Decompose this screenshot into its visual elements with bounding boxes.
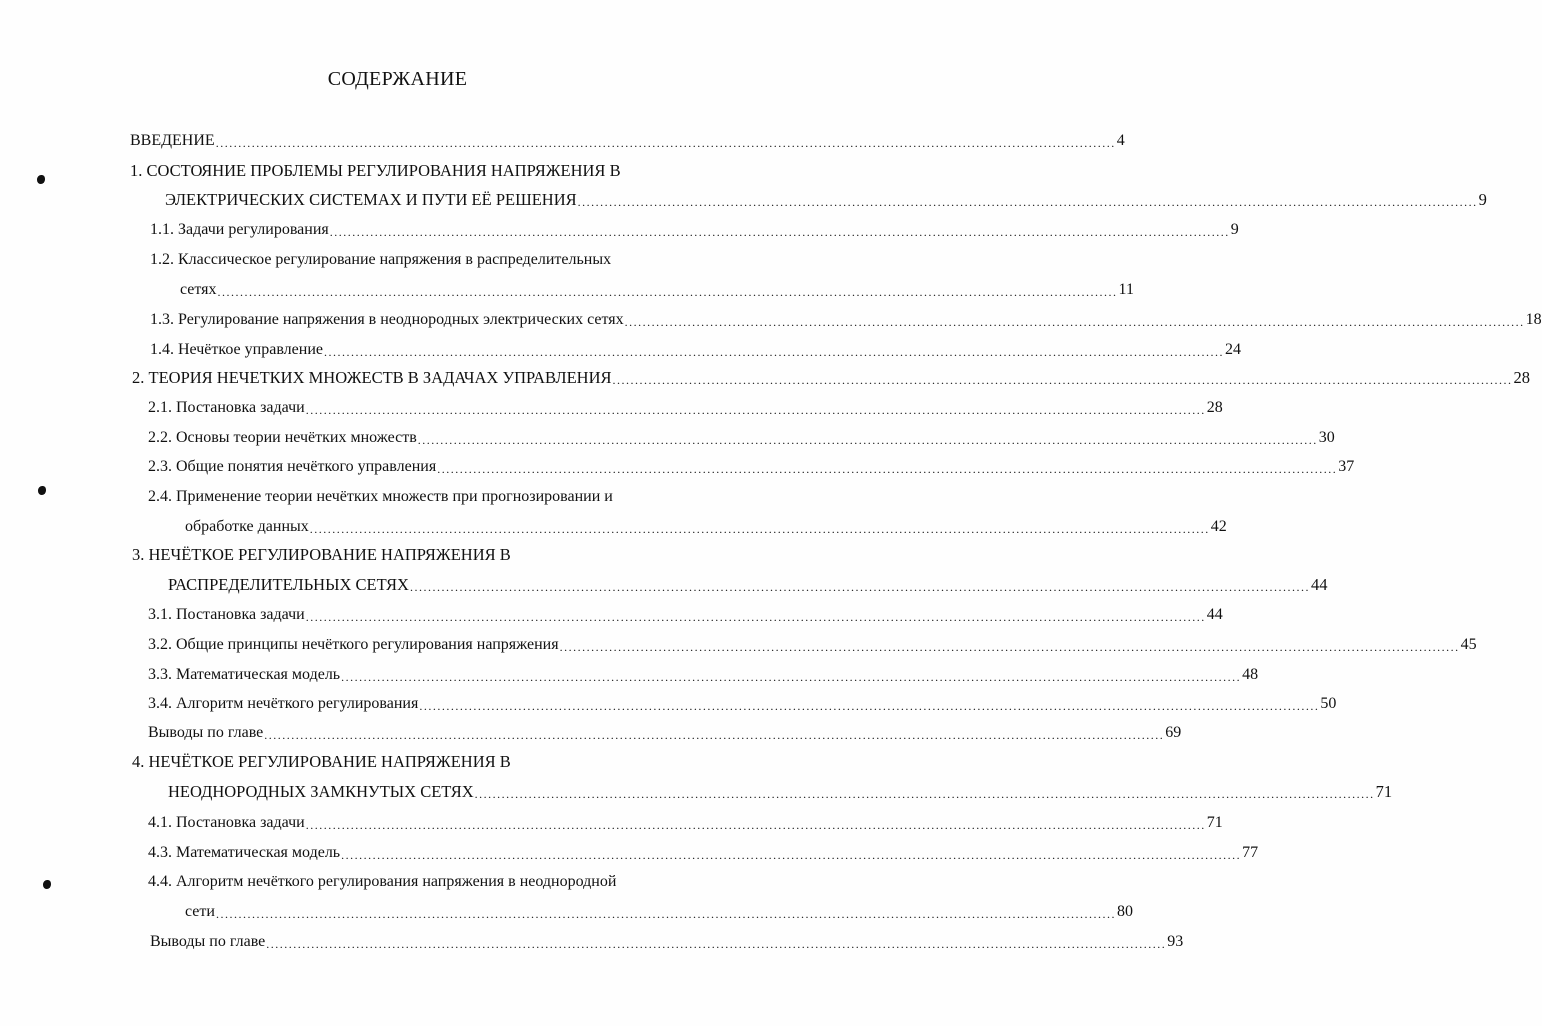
toc-leader-dots: ........................................................................................................................................................................................................ bbox=[409, 580, 1310, 594]
toc-label: Выводы по главе bbox=[150, 933, 266, 950]
toc-page-number: 28 bbox=[1206, 399, 1223, 416]
toc-leader-dots: ........................................................................................................................................................................................................ bbox=[624, 315, 1525, 329]
toc-label: 1. СОСТОЯНИЕ ПРОБЛЕМЫ РЕГУЛИРОВАНИЯ НАПРЯЖЕНИЯ В bbox=[130, 161, 621, 180]
toc-chapter-3-line-2 bbox=[168, 574, 1328, 596]
toc-leader-dots: ........................................................................................................................................................................................................ bbox=[305, 610, 1206, 624]
toc-label: 3.1. Постановка задачи bbox=[148, 606, 305, 623]
toc-leader-dots: ........................................................................................................................................................................................................ bbox=[217, 285, 1118, 299]
toc-label: 1.1. Задачи регулирования bbox=[150, 221, 329, 238]
toc-page-number: 37 bbox=[1338, 458, 1355, 475]
toc-label: РАСПРЕДЕЛИТЕЛЬНЫХ СЕТЯХ bbox=[168, 575, 409, 594]
toc-section-2-4-line-2 bbox=[185, 516, 1227, 538]
toc-label: 1.4. Нечёткое управление bbox=[150, 341, 323, 358]
toc-section-3-4 bbox=[148, 693, 1337, 715]
toc-leader-dots: ........................................................................................................................................................................................................ bbox=[329, 225, 1230, 239]
toc-section-1-4 bbox=[150, 339, 1241, 361]
toc-page-number: 4 bbox=[1116, 132, 1125, 149]
toc-label: сетях bbox=[180, 281, 217, 298]
toc-leader-dots: ........................................................................................................................................................................................................ bbox=[266, 937, 1167, 951]
toc-page-number: 80 bbox=[1116, 903, 1133, 920]
toc-section-4-1 bbox=[148, 812, 1223, 834]
toc-page-number: 44 bbox=[1206, 606, 1223, 623]
toc-page-number: 71 bbox=[1206, 814, 1223, 831]
toc-page-number: 9 bbox=[1478, 190, 1487, 209]
toc-section-2-3 bbox=[148, 456, 1355, 478]
toc-section-2-2 bbox=[148, 427, 1335, 449]
toc-section-3-1 bbox=[148, 604, 1223, 626]
toc-chapter-4-line-2 bbox=[168, 781, 1393, 803]
toc-label: 4.3. Математическая модель bbox=[148, 844, 341, 861]
toc-leader-dots: ........................................................................................................................................................................................................ bbox=[305, 818, 1206, 832]
toc-label: 3.2. Общие принципы нечёткого регулирования напряжения bbox=[148, 636, 559, 653]
margin-dot bbox=[38, 486, 46, 495]
toc-page-number: 48 bbox=[1242, 666, 1259, 683]
toc-page-number: 9 bbox=[1230, 221, 1239, 238]
toc-leader-dots: ........................................................................................................................................................................................................ bbox=[612, 373, 1513, 387]
toc-leader-dots: ........................................................................................................................................................................................................ bbox=[474, 787, 1375, 801]
toc-section-1-3 bbox=[150, 309, 1542, 331]
toc-section-2-1 bbox=[148, 397, 1223, 419]
toc-page-number: 42 bbox=[1210, 518, 1227, 535]
toc-leader-dots: ........................................................................................................................................................................................................ bbox=[264, 728, 1165, 742]
toc-chapter-1-line-2 bbox=[165, 189, 1487, 211]
toc-section-4-3 bbox=[148, 842, 1259, 864]
toc-chapter-3-conclusions bbox=[148, 722, 1182, 744]
toc-leader-dots: ........................................................................................................................................................................................................ bbox=[559, 640, 1460, 654]
toc-section-4-4-line-2 bbox=[185, 901, 1133, 923]
toc-label: 2.2. Основы теории нечётких множеств bbox=[148, 429, 417, 446]
toc-page-number: 69 bbox=[1165, 724, 1182, 741]
toc-section-4-4-line-1 bbox=[148, 871, 728, 893]
toc-label: 1.2. Классическое регулирование напряжения в распределительных bbox=[150, 251, 612, 268]
toc-page-number: 45 bbox=[1460, 636, 1477, 653]
toc-label: 4.4. Алгоритм нечёткого регулирования напряжения в неоднородной bbox=[148, 873, 617, 890]
toc-label: 3.4. Алгоритм нечёткого регулирования bbox=[148, 695, 419, 712]
toc-entry-introduction bbox=[130, 130, 1125, 152]
margin-dot bbox=[43, 880, 51, 889]
toc-page-number: 50 bbox=[1320, 695, 1337, 712]
toc-label: НЕОДНОРОДНЫХ ЗАМКНУТЫХ СЕТЯХ bbox=[168, 782, 474, 801]
toc-page-number: 44 bbox=[1310, 575, 1328, 594]
toc-label: 3.3. Математическая модель bbox=[148, 666, 341, 683]
toc-label: обработке данных bbox=[185, 518, 309, 535]
toc-page-number: 28 bbox=[1513, 368, 1531, 387]
toc-page-number: 30 bbox=[1318, 429, 1335, 446]
toc-label: ЭЛЕКТРИЧЕСКИХ СИСТЕМАХ И ПУТИ ЕЁ РЕШЕНИЯ bbox=[165, 190, 577, 209]
toc-chapter-2 bbox=[132, 367, 1531, 389]
toc-page-number: 24 bbox=[1224, 341, 1241, 358]
toc-leader-dots: ........................................................................................................................................................................................................ bbox=[341, 848, 1242, 862]
toc-label: 4. НЕЧЁТКОЕ РЕГУЛИРОВАНИЕ НАПРЯЖЕНИЯ В bbox=[132, 752, 511, 771]
toc-label: 3. НЕЧЁТКОЕ РЕГУЛИРОВАНИЕ НАПРЯЖЕНИЯ В bbox=[132, 545, 511, 564]
toc-leader-dots: ........................................................................................................................................................................................................ bbox=[305, 403, 1206, 417]
toc-label: 2.1. Постановка задачи bbox=[148, 399, 305, 416]
toc-chapter-3-line-1 bbox=[132, 544, 718, 566]
toc-leader-dots: ........................................................................................................................................................................................................ bbox=[577, 195, 1478, 209]
margin-dot bbox=[37, 175, 45, 184]
toc-leader-dots: ........................................................................................................................................................................................................ bbox=[323, 345, 1224, 359]
toc-leader-dots: ........................................................................................................................................................................................................ bbox=[309, 522, 1210, 536]
toc-label: ВВЕДЕНИЕ bbox=[130, 132, 215, 149]
toc-leader-dots: ........................................................................................................................................................................................................ bbox=[417, 433, 1318, 447]
toc-label: 2.4. Применение теории нечётких множеств при прогнозировании и bbox=[148, 488, 613, 505]
toc-label: 2.3. Общие понятия нечёткого управления bbox=[148, 458, 437, 475]
toc-chapter-1-line-1 bbox=[130, 160, 730, 182]
toc-section-3-3 bbox=[148, 664, 1259, 686]
toc-leader-dots: ........................................................................................................................................................................................................ bbox=[215, 907, 1116, 921]
toc-leader-dots: ........................................................................................................................................................................................................ bbox=[437, 462, 1338, 476]
toc-page-number: 71 bbox=[1375, 782, 1393, 801]
page-title: СОДЕРЖАНИЕ bbox=[327, 68, 468, 90]
toc-label: 4.1. Постановка задачи bbox=[148, 814, 305, 831]
toc-chapter-4-conclusions bbox=[150, 931, 1184, 953]
toc-label: сети bbox=[185, 903, 215, 920]
toc-page-number: 11 bbox=[1118, 281, 1134, 298]
toc-section-3-2 bbox=[148, 634, 1477, 656]
toc-page-number: 77 bbox=[1242, 844, 1259, 861]
toc-section-1-2-line-2 bbox=[180, 279, 1134, 301]
toc-label: 2. ТЕОРИЯ НЕЧЕТКИХ МНОЖЕСТВ В ЗАДАЧАХ УПРАВЛЕНИЯ bbox=[132, 368, 612, 387]
toc-leader-dots: ........................................................................................................................................................................................................ bbox=[215, 136, 1116, 150]
toc-leader-dots: ........................................................................................................................................................................................................ bbox=[419, 699, 1320, 713]
toc-label: Выводы по главе bbox=[148, 724, 264, 741]
toc-leader-dots: ........................................................................................................................................................................................................ bbox=[341, 670, 1242, 684]
toc-section-1-2-line-1 bbox=[150, 249, 730, 271]
toc-page-number: 93 bbox=[1167, 933, 1184, 950]
toc-label: 1.3. Регулирование напряжения в неоднородных электрических сетях bbox=[150, 311, 624, 328]
toc-section-1-1 bbox=[150, 219, 1239, 241]
toc-page-number: 18 bbox=[1525, 311, 1542, 328]
toc-section-2-4-line-1 bbox=[148, 486, 728, 508]
toc-chapter-4-line-1 bbox=[132, 751, 718, 773]
